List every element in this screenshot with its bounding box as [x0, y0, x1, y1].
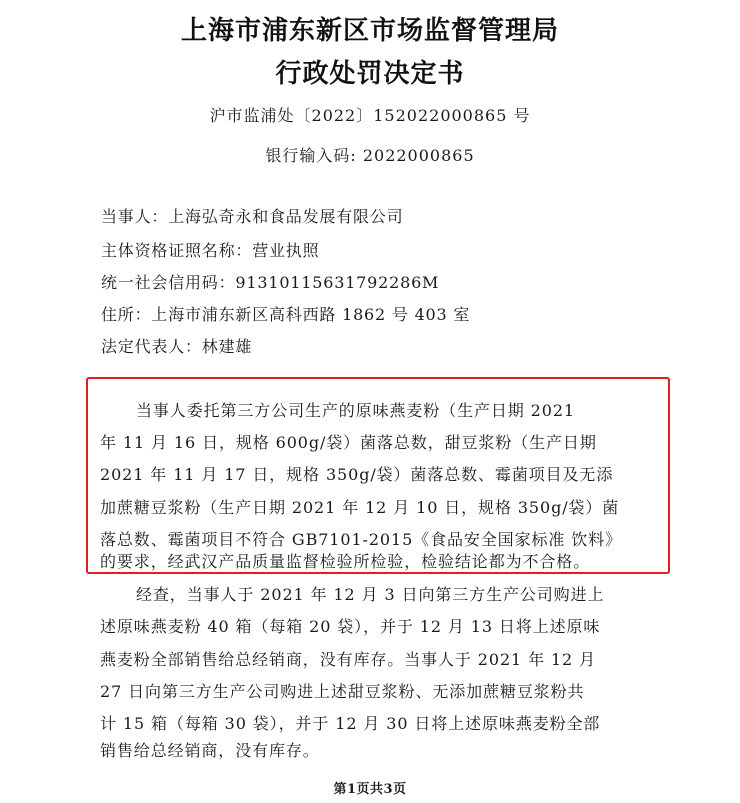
document-title-agency: 上海市浦东新区市场监督管理局 — [180, 16, 559, 46]
highlight-paragraph-line: 2021 年 11 月 17 日，规格 350g/袋）菌落总数、霉菌项目及无添 — [100, 465, 614, 484]
highlight-paragraph-line: 落总数、霉菌项目不符合 GB7101-2015《食品安全国家标准 饮料》 — [100, 530, 622, 549]
investigation-paragraph-line: 述原味燕麦粉 40 箱（每箱 20 袋），并于 12 月 13 日将上述原味 — [100, 617, 601, 636]
investigation-paragraph-line: 燕麦粉全部销售给总经销商，没有库存。当事人于 2021 年 12 月 — [100, 650, 597, 669]
party-address: 住所：上海市浦东新区高科西路 1862 号 403 室 — [101, 305, 471, 324]
party-credit-code: 统一社会信用码：91310115631792286M — [101, 273, 440, 292]
party-name: 当事人：上海弘奇永和食品发展有限公司 — [101, 207, 404, 226]
highlight-paragraph-line: 加蔗糖豆浆粉（生产日期 2021 年 12 月 10 日，规格 350g/袋）菌 — [100, 498, 620, 517]
party-legal-representative: 法定代表人：林建雄 — [101, 337, 253, 356]
investigation-paragraph-line: 销售给总经销商，没有库存。 — [100, 741, 320, 760]
highlight-paragraph-line: 年 11 月 16 日，规格 600g/袋）菌落总数，甜豆浆粉（生产日期 — [100, 433, 597, 452]
bank-input-code: 银行输入码: 2022000865 — [265, 146, 475, 165]
page-indicator: 第1页共3页 — [333, 782, 407, 797]
investigation-paragraph-line: 计 15 箱（每箱 30 袋），并于 12 月 30 日将上述原味燕麦粉全部 — [100, 714, 601, 733]
highlight-paragraph-line: 当事人委托第三方公司生产的原味燕麦粉（生产日期 2021 — [136, 401, 576, 420]
document-number: 沪市监浦处〔2022〕152022000865 号 — [209, 106, 531, 125]
highlight-paragraph-line: 的要求，经武汉产品质量监督检验所检验，检验结论都为不合格。 — [100, 552, 591, 571]
investigation-paragraph-line: 经查，当事人于 2021 年 12 月 3 日向第三方生产公司购进上 — [136, 585, 605, 604]
party-license-type: 主体资格证照名称：营业执照 — [101, 241, 320, 260]
investigation-paragraph-line: 27 日向第三方生产公司购进上述甜豆浆粉、无添加蔗糖豆浆粉共 — [100, 682, 585, 701]
document-title-type: 行政处罚决定书 — [275, 59, 465, 89]
